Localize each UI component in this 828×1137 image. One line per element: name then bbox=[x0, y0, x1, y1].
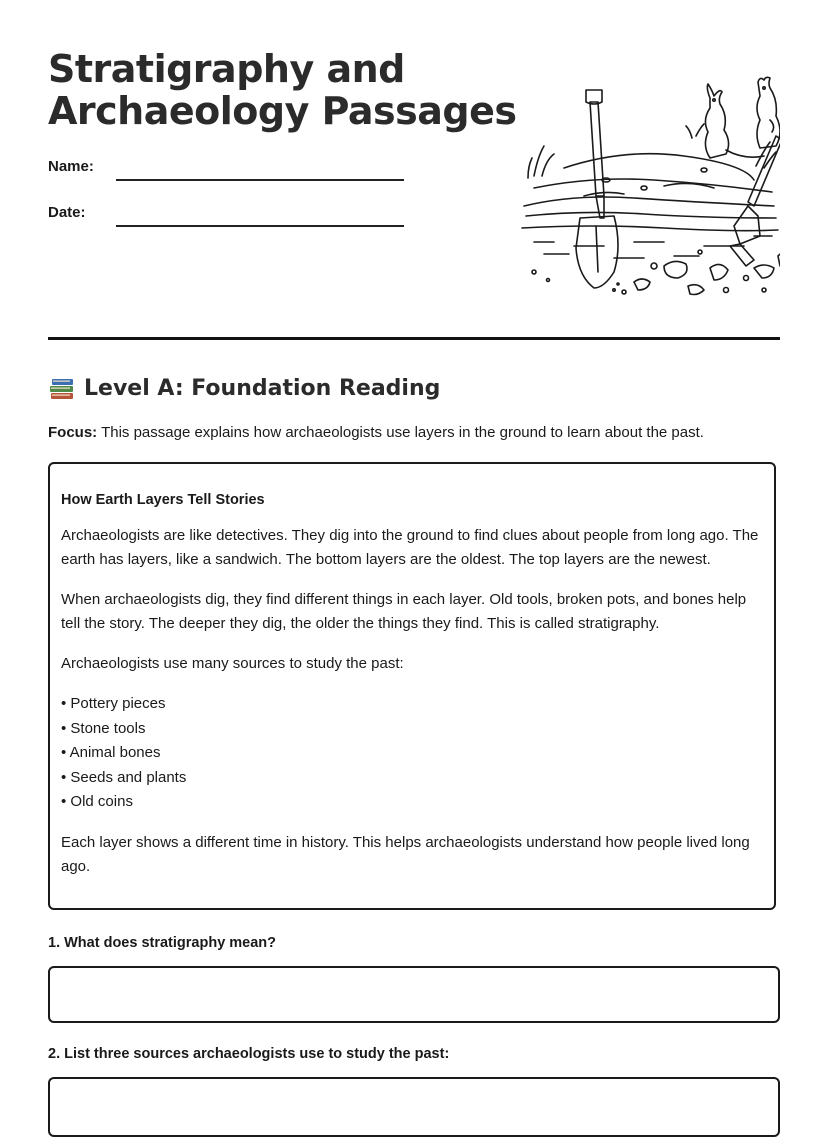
focus-statement bbox=[48, 424, 704, 441]
page-title bbox=[48, 48, 517, 132]
list-item: • Pottery pieces bbox=[61, 695, 166, 712]
title-line-2: Archaeology Passages bbox=[48, 89, 517, 133]
date-label: Date: bbox=[48, 204, 86, 221]
passage-paragraph-4: Each layer shows a different time in history. This helps archaeologists understand how people lived long ago. bbox=[61, 833, 750, 875]
list-item: • Old coins bbox=[61, 793, 133, 810]
name-line[interactable] bbox=[116, 179, 404, 181]
date-field[interactable] bbox=[48, 204, 408, 226]
level-a-heading bbox=[48, 374, 440, 402]
kangaroo-icon bbox=[705, 77, 780, 158]
level-a-heading-text: Level A: Foundation Reading bbox=[84, 375, 441, 401]
archaeology-dig-illustration bbox=[514, 76, 780, 310]
question-1: 1. What does stratigraphy mean? bbox=[48, 935, 277, 951]
sources-list bbox=[61, 692, 762, 815]
focus-text: This passage explains how archaeologists use layers in the ground to learn about the past. bbox=[97, 424, 704, 441]
title-line-1: Stratigraphy and bbox=[48, 47, 405, 91]
passage-paragraph-1: Archaeologists are like detectives. They dig into the ground to find clues about people from long ago. The earth has layers, like a sandwich. The bottom layers are the oldest. The top layers are the newest. bbox=[61, 527, 759, 568]
passage-title: How Earth Layers Tell Stories bbox=[61, 492, 265, 508]
name-field[interactable] bbox=[48, 158, 408, 180]
list-item: • Seeds and plants bbox=[61, 768, 187, 786]
question-2: 2. List three sources archaeologists use to study the past: bbox=[48, 1046, 450, 1062]
answer-box-2[interactable] bbox=[48, 1077, 780, 1137]
shovel-icon bbox=[576, 90, 618, 288]
name-label: Name: bbox=[48, 158, 94, 175]
worksheet-header bbox=[48, 0, 780, 340]
date-line[interactable] bbox=[116, 225, 404, 227]
focus-label: Focus: bbox=[48, 424, 98, 441]
passage-paragraph-3: Archaeologists use many sources to study the past: bbox=[61, 655, 404, 672]
header-divider bbox=[48, 337, 780, 340]
reading-passage-box bbox=[48, 462, 776, 910]
list-item: • Animal bones bbox=[61, 744, 161, 761]
passage-paragraph-2: When archaeologists dig, they find different things in each layer. Old tools, broken pots, and bones help tell the story. The deeper they dig, the older the things they find. This is called stratigraphy. bbox=[61, 591, 747, 632]
books-icon bbox=[48, 374, 76, 402]
worksheet-page bbox=[48, 0, 780, 1062]
answer-box-1[interactable] bbox=[48, 966, 780, 1023]
list-item: • Stone tools bbox=[61, 719, 146, 737]
